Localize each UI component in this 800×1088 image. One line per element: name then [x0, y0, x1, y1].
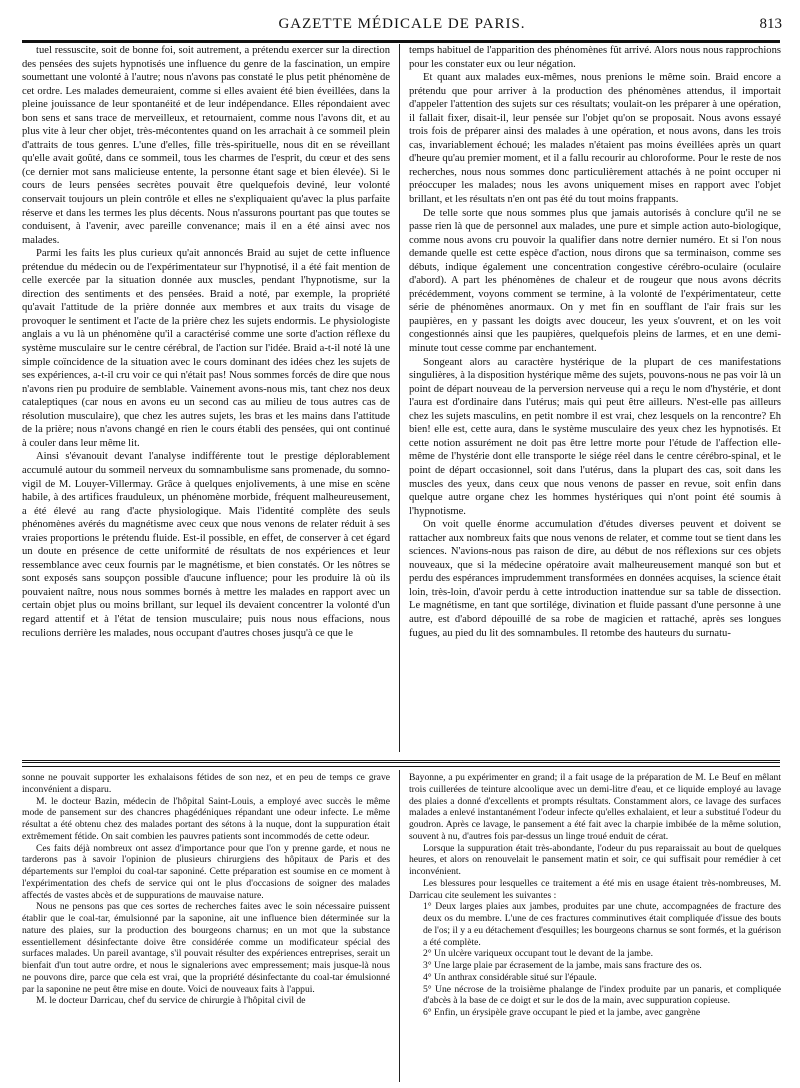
- paragraph: Bayonne, a pu expérimenter en grand; il a fait usage de la préparation de M. Le Beuf en mêlant trois cuillerées de teinture alcoolique avec un demi-litre d'eau, et ce liquide employé au lavage des plaies a donné d'excellents et prompts résultats. Constamment alors, ce lavage des surfaces malades a enlevé instantanément l'odeur infecte qu'elles exhalaient, et leur a substitué l'odeur du goudron. Après ce lavage, le pansement a été fait avec la charpie imbibée de la même solution, souvent à nu, d'autres fois par-dessus un linge troué enduit de cérat.: [409, 772, 781, 842]
- journal-title: GAZETTE MÉDICALE DE PARIS.: [278, 16, 526, 32]
- list-item: 5° Une nécrose de la troisième phalange de l'index produite par un panaris, et compliquée d'abcès à la base de ce doigt et sur le dos de la main, avec suppuration copieuse.: [423, 983, 781, 1007]
- paragraph: Lorsque la suppuration était très-abondante, l'odeur du pus reparaissait au bout de quelques heures, et alors on renouvelait le pansement matin et soir, ce qui suffisait pour remédier à cet inconvénient.: [409, 842, 781, 877]
- paragraph: temps habituel de l'apparition des phénomènes fût arrivé. Alors nous nous rapprochions pour les constater eux ou leur négation.: [409, 45, 781, 70]
- list-item: 4° Un anthrax considérable situé sur l'épaule.: [423, 971, 597, 983]
- upper-left-column: [22, 44, 390, 754]
- paragraph: M. le docteur Bazin, médecin de l'hôpital Saint-Louis, a employé avec succès le même mode de pansement sur des chancres phagédéniques répandant une odeur infecte. Le même résultat a été obtenu chez des malades portant des sétons à la nuque, dont la suppuration était extrêmement fétide. On sait combien les pauvres patients sont incommodés de cette odeur.: [22, 795, 390, 842]
- paragraph: On voit quelle énorme accumulation d'études diverses peuvent et doivent se rattacher aux nombreux faits que nous venons de relater, et comme tout se tient dans les sciences. N'avions-nous pas raison de dire, au début de nos réflexions sur ces objets nouveaux, que si la médecine opératoire avait malheureusement manqué son but et perdu des espérances imprudemment transformées en données acquises, la science était loin, très-loin, d'avoir perdu à cette introduction inattendue sur sa table de dissection. Le magnétisme, en tant que sortilége, divination et fluide passant d'une personne à une autre, est d'abord dépouillé de sa robe de magicien et rattaché, après ses longues fugues, au pied du lit des somnambules. Il retombe des hauteurs du surnatu-: [409, 519, 781, 639]
- paragraph: Ainsi s'évanouit devant l'analyse indifférente tout le prestige déplorablement accumulé autour du sommeil nerveux du somnambulisme sans promenade, du somno-vigil de M. Louyer-Villermay. Grâce à quelques enjolivements, à une mise en scène habile, à des artifices frauduleux, un phénomène morbide, fréquent malheureusement, a été élevé au rang d'acte physiologique. Mais l'identité complète des seuls phénomènes avérés du magnétisme avec ceux que nous venons de relater réduit à ses vraies proportions le prétendu fluide. Est-il possible, en effet, de conserver à cet égard un doute en présence de cette uniformité de résultats de nos expériences et leur ressemblance avec ceux fournis par le magnétisme, et bien constatés. Or les nôtres se sont exposés sans soupçon possible d'aucune influence; pour les produire là où ils pouvaient naître, nous nous sommes bornés à mettre les malades en rapport avec un certain objet plus ou moins brillant, sur lequel ils devaient concentrer la volonté d'un regard attentif et à l'état de tension musculaire; puis nous nous effacions, nous reculions derrière les malades, nous occupant d'autres choses jusqu'à ce que le: [22, 451, 390, 639]
- paragraph: sonne ne pouvait supporter les exhalaisons fétides de son nez, et en peu de temps ce grave inconvénient a disparu.: [22, 772, 390, 795]
- paragraph: Parmi les faits les plus curieux qu'ait annoncés Braid au sujet de cette influence prétendue du médecin ou de l'expérimentateur sur l'hypnotisé, il a été fait mention de celle exercée par la situation donnée aux muscles, pendant l'hypnotisme, sur la direction des sentiments et des pensées. Braid a noté, par exemple, la propriété qu'avait l'attitude de la prière donnée aux membres et aux traits du visage de provoquer le sentiment et l'acte de la prière chez les sujets endormis. Le physiologiste anglais a vu là un phénomène qu'il a caractérisé comme une sorte d'action réflexe du système musculaire sur le centre cérébral, de l'action sur l'idée. Braid a-t-il noté là une simple coïncidence de la situation avec le cours dominant des idées chez les sujets de ses expériences, a-t-il cru voir ce qui n'était pas! Nous sommes forcés de dire que nous n'avons rien pu produire de semblable. Vainement avons-nous mis, tant chez nos deux cataleptiques (car nous en avons eu un second cas au milieu de tous autres cas de résolution musculaire), que chez les autres sujets, les bras et les mains dans l'attitude de la prière; nous n'avons changé en rien le cours établi des pensées, qui ont continué à couler dans leur même lit.: [22, 248, 390, 449]
- paragraph: Songeant alors au caractère hystérique de la plupart de ces manifestations singulières, à la disposition hystérique même des sujets, pouvons-nous ne pas voir là un point de départ nouveau de la perversion nerveuse qui a reçu le nom d'hystérie, et dont l'aura est d'ordinaire dans l'utérus; mais qui peut être ailleurs. N'est-elle pas ailleurs chez les sujets masculins, en petit nombre il est vrai, chez lesquels on la rencontre? Eh bien! elle est, cette aura, dans le système musculaire des yeux chez les hypnotisés. Et cette notion assurément ne doit pas être lettre morte pour l'étude de l'affection elle-même de l'hystérie dont elle transporte le siége réel dans le centre cérébro-spinal, et le point de départ occasionnel, soit dans l'utérus, dans la plupart des cas, soit dans les muscles des yeux, dans ceux que nous venons de passer en revue, soit enfin dans quelque autre organe chez les hommes hystériques qui n'ont point été soumis à l'hypnotisme.: [409, 356, 781, 517]
- paragraph: Et quant aux malades eux-mêmes, nous prenions le même soin. Braid encore a prétendu que pour arriver à la production des phénomènes attendus, il importait d'appeler l'attention des sujets sur ces résultats; voulait-on les préparer à une opération, il fallait fixer, disait-il, leur pensée sur l'objet qu'on se proposait. Nous avons essayé trois fois de préparer ainsi des malades à une opération, et nous avons, dans les trois cas, invariablement échoué; les malades n'étaient pas moins éveillées après un quart d'heure qu'au premier moment, et il a fallu recourir au chloroforme. Pour le reste de nos recherches, nous nous sommes donc particulièrement attachés à ne point occuper ni préoccuper les malades; nous les avons uniquement mises en rapport avec l'objet brillant, et les résultats n'en ont pas été du tout moins frappants.: [409, 72, 781, 206]
- paragraph: M. le docteur Darricau, chef du service de chirurgie à l'hôpital civil de: [36, 995, 306, 1007]
- list-item: 2° Un ulcère variqueux occupant tout le devant de la jambe.: [423, 948, 654, 960]
- paragraph: Ces faits déjà nombreux ont assez d'importance pour que l'on y prenne garde, et nous ne tarderons pas à savoir l'opinion de plusieurs chirurgiens des hôpitaux de Paris et des départements sur l'emploi du coal-tar saponiné. Cette préparation est soumise en ce moment à l'expérimentation des chefs de service qui ont le plus d'occasions de soigner des malades affectés de vastes abcès et de suppurations de mauvaise nature.: [22, 842, 390, 901]
- lower-right-column: [409, 772, 781, 1082]
- paragraph: Nous ne pensons pas que ces sortes de recherches faites avec le soin nécessaire puissent établir que le coal-tar, émulsionné par la saponine, ait une influence bien déterminée sur la nature des plaies, sur la production des bourgeons charnus; en un mot que la substance essentiellement désinfectante doive être considérée comme un modificateur spécial des surfaces malades. Un pareil avantage, s'il pouvait résulter des expériences entreprises, serait un bienfait d'un tout autre ordre, et nous le signalerions avec empressement; mais jusque-là nous ne pouvons dire, parce que cela est vrai, que la propriété désinfectante du coal-tar émulsionné par la saponine ne peut être mise en doute. Voici de nouveaux faits à l'appui.: [22, 901, 390, 995]
- paragraph: De telle sorte que nous sommes plus que jamais autorisés à conclure qu'il ne se passe rien là que de personnel aux malades, une pure et simple action auto-biologique, comme nous avons cru pouvoir la qualifier dans notre dernier numéro. Et si l'on nous demande quelle est cette espèce d'action, nous dirons que sa terminaison, comme ses débuts, indique également une concentration congestive cérébro-oculaire (oculaire d'abord). A part les phénomènes de chaleur et de rougeur que nous avons décrits précédemment, voyons comment se termine, à la volonté de l'expérimentateur, cette série de phénomènes anormaux. On y met fin en soufflant de l'air frais sur les paupières, en y passant les doigts avec douceur, les yeux s'ouvrent, et on les voit congestionnés ainsi que les paupières, quelquefois pleins de larmes, et en une demi-minute tout cesse comme par enchantement.: [409, 207, 781, 355]
- paragraph: tuel ressuscite, soit de bonne foi, soit autrement, a prétendu exercer sur la direction des pensées des sujets hypnotisés une influence du genre de la fascination, un empire soumettant une volonté à l'autre; nous n'avons pas constaté le plus petit phénomène de cet ordre. Les malades demeuraient, comme si elles avaient été bien éveillées, dans la pleine jouissance de leur spontanéité et de leur indépendance. Elles répondaient avec bon sens et sans trace de merveilleux, et retournaient, comme nous l'avons dit, et au plus vite à leur cher objet, très-mécontentes quand on les arrachait à ce sommeil plein d'attraits de tous genres. L'une d'elles, fille très-spirituelle, nous dit en se réveillant qu'elle avait goûté, dans ce sommeil, tous les charmes de l'esprit, du cœur et des sens (ce dernier mot sans malicieuse entente, la personne étant sage et bien élevée). Si le cours de leurs pensées secrètes pouvait être quelquefois deviné, leur volonté conservait toujours un plein contrôle et elles ne s'expliquaient qu'avec la plus parfaite réserve et dans les termes les plus décents. Nous n'assurons pourtant pas que toutes se conduisent, à l'avenir, avec pareille convenance; mais il en a été ainsi avec nos malades.: [22, 45, 390, 246]
- column-divider: [399, 44, 400, 752]
- list-item: 6° Enfin, un érysipèle grave occupant le pied et la jambe, avec gangrène: [423, 1007, 701, 1018]
- page-number: 813: [759, 16, 782, 32]
- paragraph: Les blessures pour lesquelles ce traitement a été mis en usage étaient très-nombreuses, M. Darricau cite seulement les suivantes :: [409, 877, 781, 901]
- section-rule: [22, 760, 780, 767]
- page-header: [22, 16, 782, 38]
- column-divider: [399, 770, 400, 1082]
- lower-left-column: [22, 772, 390, 1082]
- list-item: 3° Une large plaie par écrasement de la jambe, mais sans fracture des os.: [423, 960, 702, 971]
- header-rule: [22, 40, 780, 43]
- upper-right-column: [409, 44, 781, 754]
- list-item: 1° Deux larges plaies aux jambes, produites par une chute, accompagnées de fracture des deux os du membre. L'une de ces fractures comminutives était compliquée d'issue des bouts de l'os; il y a eu détachement d'esquilles; les bourgeons charnus se sont formés, et la guérison a été complète.: [423, 901, 781, 948]
